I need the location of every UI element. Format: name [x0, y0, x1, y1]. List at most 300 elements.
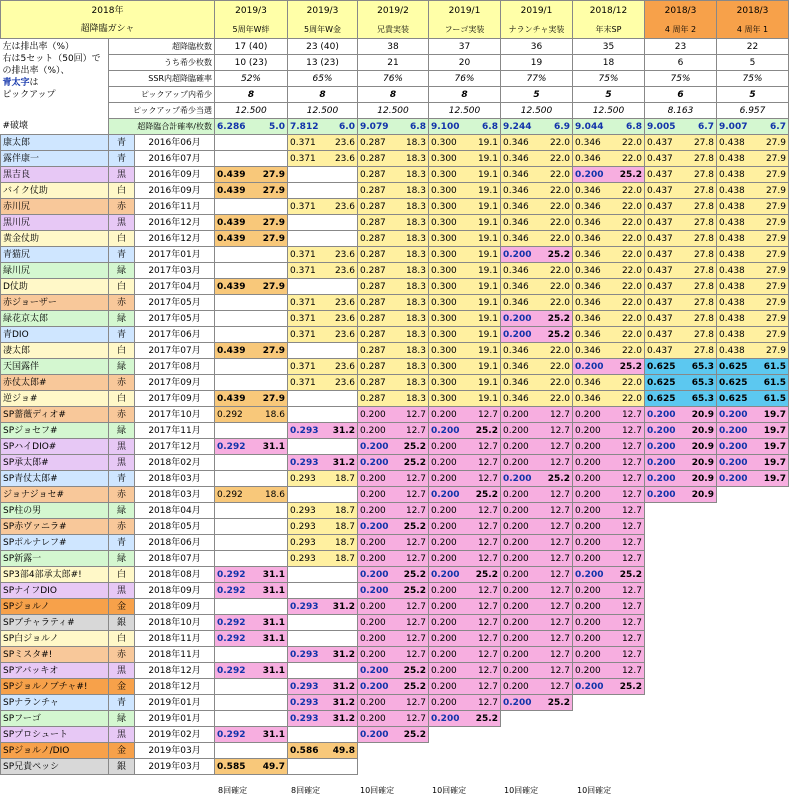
rate-value: 0.200: [575, 409, 601, 420]
set-rate-value: 31.2: [332, 601, 355, 612]
set-rate-value: 22.0: [549, 201, 570, 212]
set-rate-value: 65.3: [691, 393, 714, 404]
set-rate-value: 12.7: [549, 665, 570, 676]
character-name: 康太郎: [1, 135, 109, 151]
table-row: [1, 551, 789, 567]
set-rate-value: 12.7: [621, 617, 642, 628]
column-date: 2018/12: [573, 1, 645, 21]
rate-value: 0.287: [360, 153, 386, 164]
attribute: 黒: [109, 439, 135, 455]
release-date: 2018年12月: [135, 663, 215, 679]
set-rate-value: 27.9: [765, 217, 786, 228]
rate-value: 0.439: [217, 169, 246, 180]
rate-cell: [288, 503, 358, 519]
total-rate-cell: [573, 119, 645, 135]
set-rate-value: 12.7: [549, 441, 570, 452]
set-rate-value: 18.3: [405, 329, 426, 340]
table-row: [1, 167, 789, 183]
rate-value: 0.292: [217, 633, 246, 644]
rate-cell: [215, 391, 288, 407]
empty-cell: [429, 727, 501, 743]
column-name: 5周年W金: [288, 20, 358, 39]
rate-cell: [358, 647, 429, 663]
rate-value: 0.200: [360, 713, 386, 724]
set-rate-value: 25.2: [547, 313, 570, 324]
empty-cell: [645, 599, 717, 615]
release-date: 2017年09月: [135, 391, 215, 407]
set-rate-value: 12.7: [477, 665, 498, 676]
set-rate-value: 25.2: [403, 665, 426, 676]
set-rate-value: 65.3: [691, 377, 714, 388]
empty-cell: [645, 535, 717, 551]
rate-cell: [288, 599, 358, 615]
set-rate-value: 19.7: [763, 473, 786, 484]
rate-cell: [501, 407, 573, 423]
set-rate-value: 12.7: [621, 473, 642, 484]
rate-cell: [501, 503, 573, 519]
rate-value: 0.437: [647, 249, 673, 260]
rate-cell: [288, 519, 358, 535]
set-rate-value: 22.0: [549, 361, 570, 372]
rate-cell: [501, 215, 573, 231]
rate-cell: [358, 519, 429, 535]
rate-value: 0.200: [575, 553, 601, 564]
empty-cell: [288, 631, 358, 647]
rate-value: 0.200: [360, 681, 389, 692]
rate-cell: [429, 359, 501, 375]
rate-value: 0.200: [647, 489, 676, 500]
rate-value: 0.437: [647, 265, 673, 276]
empty-cell: [215, 679, 288, 695]
rate-cell: [717, 199, 789, 215]
column-pu_hit: 6.957: [717, 103, 789, 119]
rate-value: 0.200: [360, 425, 386, 436]
column-pu: 8: [429, 87, 501, 103]
empty-cell: [215, 423, 288, 439]
rate-value: 0.200: [719, 425, 748, 436]
set-rate-value: 27.8: [693, 137, 714, 148]
row-label: うち希少枚数: [109, 55, 215, 71]
rate-value: 0.287: [360, 313, 386, 324]
rate-cell: [429, 375, 501, 391]
empty-cell: [645, 663, 717, 679]
rate-value: 0.200: [431, 457, 457, 468]
set-rate-value: 20.9: [691, 473, 714, 484]
set-rate-value: 12.7: [477, 633, 498, 644]
set-rate-value: 12.7: [549, 633, 570, 644]
rate-value: 0.200: [360, 697, 386, 708]
rate-cell: [645, 343, 717, 359]
empty-cell: [215, 455, 288, 471]
attribute: 白: [109, 279, 135, 295]
rate-cell: [358, 663, 429, 679]
empty-cell: [645, 615, 717, 631]
rate-cell: [429, 167, 501, 183]
set-rate-value: 18.3: [405, 345, 426, 356]
empty-cell: [717, 487, 789, 503]
empty-cell: [645, 583, 717, 599]
rate-value: 0.200: [575, 585, 601, 596]
rate-value: 0.200: [503, 537, 529, 548]
table-row: [1, 263, 789, 279]
column-date: 2019/1: [429, 1, 501, 21]
set-rate-value: 12.7: [549, 553, 570, 564]
table-row: [1, 503, 789, 519]
set-rate-value: 19.7: [763, 409, 786, 420]
rate-value: 0.346: [503, 281, 529, 292]
total-rate: 9.044: [575, 121, 604, 132]
rate-value: 0.200: [431, 585, 457, 596]
release-date: 2018年08月: [135, 567, 215, 583]
column-name: 年末SP: [573, 20, 645, 39]
table-row: [1, 631, 789, 647]
rate-value: 0.371: [290, 377, 316, 388]
rate-value: 0.300: [431, 153, 457, 164]
rate-cell: [717, 391, 789, 407]
rate-value: 0.200: [575, 665, 601, 676]
empty-cell: [288, 231, 358, 247]
set-rate-value: 19.7: [763, 441, 786, 452]
rate-value: 0.200: [503, 569, 529, 580]
rate-cell: [501, 647, 573, 663]
character-name: ジョナジョセ#: [1, 487, 109, 503]
rate-cell: [717, 439, 789, 455]
rate-value: 0.200: [431, 617, 457, 628]
empty-cell: [717, 663, 789, 679]
table-row: [1, 679, 789, 695]
rate-value: 0.200: [575, 681, 604, 692]
rate-value: 0.200: [647, 425, 676, 436]
character-name: 露伴康一: [1, 151, 109, 167]
set-rate-value: 31.1: [262, 617, 285, 628]
column-name: 4 周年 2: [645, 20, 717, 39]
rate-cell: [215, 279, 288, 295]
set-rate-value: 27.9: [765, 169, 786, 180]
empty-cell: [717, 679, 789, 695]
set-rate-value: 12.7: [405, 633, 426, 644]
table-title-name: 超降臨ガシャ: [1, 20, 215, 39]
set-rate-value: 25.2: [547, 473, 570, 484]
rate-value: 0.293: [290, 713, 319, 724]
empty-cell: [717, 727, 789, 743]
set-rate-value: 23.6: [334, 153, 355, 164]
rate-cell: [358, 535, 429, 551]
rate-cell: [429, 343, 501, 359]
table-title-year: 2018年: [1, 1, 215, 21]
rate-value: 0.200: [575, 425, 601, 436]
set-rate-value: 31.2: [332, 425, 355, 436]
attribute: 緑: [109, 423, 135, 439]
column-rare: 10 (23): [215, 55, 288, 71]
set-rate-value: 31.1: [262, 633, 285, 644]
set-rate-value: 12.7: [549, 649, 570, 660]
rate-value: 0.625: [719, 361, 748, 372]
set-rate-value: 27.9: [765, 281, 786, 292]
rate-value: 0.439: [217, 393, 246, 404]
rate-value: 0.287: [360, 233, 386, 244]
set-rate-value: 12.7: [621, 489, 642, 500]
column-count: 22: [717, 39, 789, 55]
empty-cell: [358, 759, 429, 775]
set-rate-value: 19.1: [477, 169, 498, 180]
set-rate-value: 12.7: [621, 409, 642, 420]
column-date: 2019/2: [358, 1, 429, 21]
rate-cell: [573, 167, 645, 183]
rate-cell: [717, 151, 789, 167]
table-row: [1, 215, 789, 231]
set-rate-value: 22.0: [621, 201, 642, 212]
character-name: SPブチャラティ#: [1, 615, 109, 631]
rate-cell: [717, 215, 789, 231]
rate-cell: [358, 231, 429, 247]
rate-cell: [573, 679, 645, 695]
table-row: [1, 711, 789, 727]
set-rate-value: 61.5: [763, 361, 786, 372]
set-rate-value: 22.0: [549, 153, 570, 164]
set-rate-value: 20.9: [691, 457, 714, 468]
set-rate-value: 19.1: [477, 329, 498, 340]
set-rate-value: 12.7: [549, 569, 570, 580]
rate-cell: [573, 183, 645, 199]
empty-cell: [645, 503, 717, 519]
set-rate-value: 18.3: [405, 137, 426, 148]
character-name: SP兄貴ペッシ: [1, 759, 109, 775]
attribute: 黒: [109, 583, 135, 599]
rate-value: 0.287: [360, 249, 386, 260]
rate-cell: [288, 679, 358, 695]
rate-cell: [429, 583, 501, 599]
rate-cell: [288, 647, 358, 663]
set-rate-value: 22.0: [621, 393, 642, 404]
empty-cell: [215, 327, 288, 343]
rate-cell: [358, 327, 429, 343]
rate-value: 0.438: [719, 281, 745, 292]
rate-cell: [358, 247, 429, 263]
rate-value: 0.437: [647, 313, 673, 324]
character-name: 凄太郎: [1, 343, 109, 359]
attribute: 赤: [109, 407, 135, 423]
rate-value: 0.200: [431, 425, 460, 436]
empty-cell: [288, 279, 358, 295]
attribute: 青: [109, 135, 135, 151]
set-rate-value: 22.0: [549, 281, 570, 292]
rate-cell: [717, 183, 789, 199]
attribute: 緑: [109, 359, 135, 375]
release-date: 2016年06月: [135, 135, 215, 151]
set-rate-value: 25.2: [403, 569, 426, 580]
set-rate-value: 23.6: [334, 265, 355, 276]
rate-cell: [288, 711, 358, 727]
set-rate-value: 27.9: [765, 297, 786, 308]
set-rate-value: 25.2: [475, 569, 498, 580]
empty-cell: [215, 519, 288, 535]
set-rate-value: 19.1: [477, 137, 498, 148]
rate-cell: [501, 167, 573, 183]
set-rate-value: 25.2: [619, 569, 642, 580]
rate-value: 0.371: [290, 249, 316, 260]
set-rate-value: 12.7: [621, 537, 642, 548]
rate-value: 0.200: [575, 537, 601, 548]
set-rate-value: 19.1: [477, 201, 498, 212]
rate-value: 0.346: [575, 377, 601, 388]
rate-cell: [717, 135, 789, 151]
set-rate-value: 12.7: [621, 425, 642, 436]
set-rate-value: 12.7: [549, 457, 570, 468]
empty-cell: [645, 567, 717, 583]
rate-value: 0.200: [431, 633, 457, 644]
character-name: 黒川尻: [1, 215, 109, 231]
rate-value: 0.200: [575, 505, 601, 516]
column-ssr: 75%: [645, 71, 717, 87]
rate-cell: [429, 455, 501, 471]
rate-cell: [645, 455, 717, 471]
rate-cell: [501, 327, 573, 343]
rate-value: 0.292: [217, 441, 246, 452]
rate-value: 0.438: [719, 265, 745, 276]
column-rare: 5: [717, 55, 789, 71]
set-rate-value: 20.9: [691, 409, 714, 420]
set-rate-value: 12.7: [477, 617, 498, 628]
attribute: 白: [109, 231, 135, 247]
rate-value: 0.200: [503, 313, 532, 324]
rate-cell: [573, 343, 645, 359]
rate-value: 0.293: [290, 601, 319, 612]
table-row: [1, 295, 789, 311]
rate-value: 0.437: [647, 137, 673, 148]
rate-cell: [501, 487, 573, 503]
release-date: 2017年07月: [135, 343, 215, 359]
rate-value: 0.438: [719, 137, 745, 148]
rate-cell: [501, 551, 573, 567]
character-name: SP青仗太郎#: [1, 471, 109, 487]
attribute: 白: [109, 567, 135, 583]
set-rate-value: 27.9: [765, 345, 786, 356]
rate-cell: [288, 359, 358, 375]
attribute: 赤: [109, 487, 135, 503]
rate-value: 0.200: [360, 729, 389, 740]
character-name: SPハイDIO#: [1, 439, 109, 455]
guarantee-note: 10回確定: [432, 786, 467, 795]
rate-cell: [573, 535, 645, 551]
empty-cell: [288, 583, 358, 599]
rate-value: 0.200: [575, 457, 601, 468]
column-pu: 8: [358, 87, 429, 103]
table-row: [1, 231, 789, 247]
character-name: 赤川尻: [1, 199, 109, 215]
total-rate-cell: [501, 119, 573, 135]
rate-value: 0.293: [290, 697, 319, 708]
empty-cell: [645, 711, 717, 727]
column-rare: 20: [429, 55, 501, 71]
set-rate-value: 12.7: [405, 713, 426, 724]
attribute: 赤: [109, 647, 135, 663]
empty-cell: [645, 519, 717, 535]
character-name: SP承太郎#: [1, 455, 109, 471]
rate-cell: [429, 711, 501, 727]
column-rare: 18: [573, 55, 645, 71]
set-rate-value: 12.7: [477, 409, 498, 420]
character-name: 緑花京太郎: [1, 311, 109, 327]
release-date: 2017年05月: [135, 295, 215, 311]
rate-cell: [358, 551, 429, 567]
rate-value: 0.346: [503, 153, 529, 164]
character-name: SPミスタ#!: [1, 647, 109, 663]
rate-value: 0.293: [290, 649, 319, 660]
rate-cell: [215, 583, 288, 599]
rate-cell: [501, 375, 573, 391]
rate-value: 0.346: [575, 265, 601, 276]
rate-cell: [358, 167, 429, 183]
release-date: 2017年06月: [135, 327, 215, 343]
table-row: [1, 135, 789, 151]
attribute: 赤: [109, 375, 135, 391]
release-date: 2018年06月: [135, 535, 215, 551]
rate-cell: [717, 423, 789, 439]
rate-cell: [358, 727, 429, 743]
set-rate-value: 12.7: [405, 537, 426, 548]
set-rate-value: 31.2: [332, 457, 355, 468]
set-rate-value: 12.7: [405, 489, 426, 500]
set-rate-value: 49.8: [332, 745, 355, 756]
empty-cell: [717, 519, 789, 535]
release-date: 2018年03月: [135, 487, 215, 503]
set-rate-value: 12.7: [549, 681, 570, 692]
set-rate-value: 12.7: [405, 617, 426, 628]
rate-value: 0.371: [290, 297, 316, 308]
set-rate-value: 25.2: [619, 169, 642, 180]
rate-cell: [358, 487, 429, 503]
set-rate-value: 22.0: [621, 297, 642, 308]
set-rate-value: 27.9: [765, 137, 786, 148]
set-rate-value: 12.7: [405, 553, 426, 564]
empty-cell: [429, 743, 501, 759]
release-date: 2016年09月: [135, 183, 215, 199]
rate-cell: [573, 615, 645, 631]
row-label: SSR内超降臨確率: [109, 71, 215, 87]
rate-cell: [288, 199, 358, 215]
rate-value: 0.293: [290, 505, 316, 516]
set-rate-value: 22.0: [621, 281, 642, 292]
empty-cell: [429, 759, 501, 775]
column-pu: 8: [215, 87, 288, 103]
rate-cell: [573, 375, 645, 391]
set-rate-value: 31.1: [262, 569, 285, 580]
rate-cell: [501, 279, 573, 295]
set-rate-value: 25.2: [403, 681, 426, 692]
empty-cell: [215, 551, 288, 567]
rate-cell: [501, 455, 573, 471]
set-rate-value: 18.3: [405, 233, 426, 244]
rate-value: 0.200: [431, 441, 457, 452]
empty-cell: [288, 663, 358, 679]
set-rate-value: 22.0: [621, 249, 642, 260]
set-rate-value: 22.0: [549, 297, 570, 308]
rate-cell: [358, 311, 429, 327]
rate-cell: [429, 183, 501, 199]
column-count: 17 (40): [215, 39, 288, 55]
set-rate-value: 27.8: [693, 201, 714, 212]
rate-cell: [573, 199, 645, 215]
rate-cell: [501, 247, 573, 263]
rate-value: 0.300: [431, 377, 457, 388]
set-rate-value: 27.8: [693, 153, 714, 164]
rate-value: 0.293: [290, 537, 316, 548]
rate-value: 0.287: [360, 345, 386, 356]
rate-value: 0.371: [290, 201, 316, 212]
empty-cell: [215, 359, 288, 375]
release-date: 2018年02月: [135, 455, 215, 471]
release-date: 2019年02月: [135, 727, 215, 743]
